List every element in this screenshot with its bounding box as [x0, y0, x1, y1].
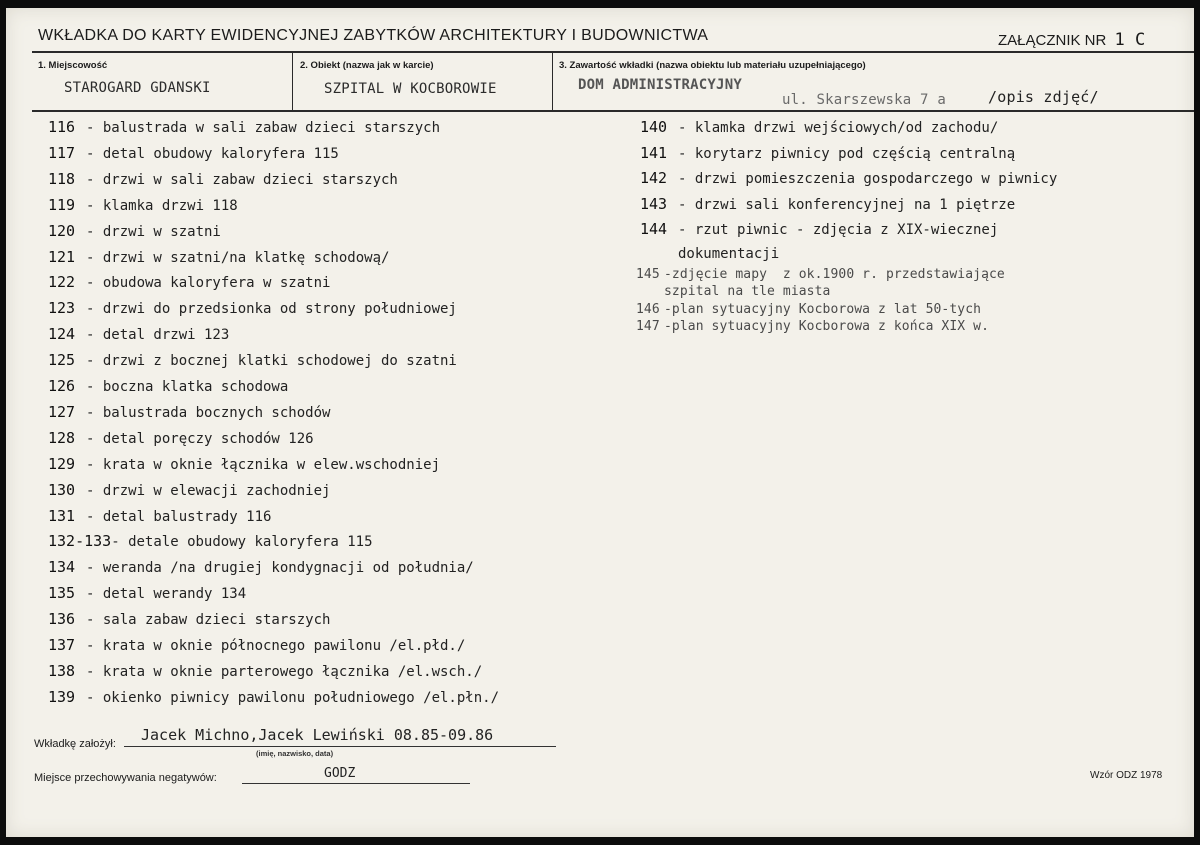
entry-row: [48, 170, 398, 188]
entry-row: [636, 267, 1005, 282]
entry-text: -plan sytuacyjny Kocborowa z lat 50-tych: [664, 301, 982, 317]
entry-text: - sala zabaw dzieci starszych: [86, 612, 331, 629]
object-label: 2. Obiekt (nazwa jak w karcie): [300, 60, 434, 71]
entry-text: - drzwi w szatni/na klatkę schodową/: [86, 249, 390, 266]
entry-text: - klamka drzwi wejściowych/od zachodu/: [678, 120, 999, 136]
entry-number: 131: [48, 506, 76, 525]
annex-label: ZAŁĄCZNIK NR: [998, 32, 1107, 49]
content-label: 3. Zawartość wkładki (nazwa obiektu lub materiału uzupełniającego): [559, 60, 866, 71]
entry-row: [48, 584, 246, 602]
entry-row: [48, 144, 339, 162]
entry-text: - weranda /na drugiej kondygnacji od południa/: [86, 560, 474, 577]
entry-row: [636, 319, 989, 334]
author-hint: (imię, nazwisko, data): [256, 749, 334, 758]
entry-number: 124: [48, 325, 76, 344]
entry-text: - klamka drzwi 118: [86, 197, 238, 214]
entry-row: [48, 118, 440, 136]
entry-number: 137: [48, 636, 76, 654]
entry-number: 129: [48, 454, 76, 473]
entry-number: 132-133: [48, 532, 112, 551]
entry-number: 116: [48, 118, 76, 136]
entry-text: - detal werandy 134: [86, 586, 247, 603]
inventory-card: [6, 8, 1194, 837]
entry-row: [48, 377, 288, 395]
entry-text: - detal poręczy schodów 126: [86, 430, 314, 447]
entry-text: - detal balustrady 116: [86, 508, 272, 525]
annex-value: 1 C: [1114, 30, 1146, 50]
entry-text: -plan sytuacyjny Kocborowa z końca XIX w.: [664, 318, 989, 334]
entry-row: [636, 302, 981, 317]
entry-text: - krata w oknie północnego pawilonu /el.płd./: [86, 638, 466, 654]
content-address: ul. Skarszewska 7 a: [782, 92, 946, 108]
entry-number: 147: [636, 318, 660, 334]
pattern-label: Wzór ODZ 1978: [1090, 770, 1163, 781]
entry-row: [640, 144, 1015, 162]
entry-number: 145: [636, 267, 660, 282]
entry-text: - boczna klatka schodowa: [86, 379, 289, 395]
entry-text: -zdjęcie mapy z ok.1900 r. przedstawiające: [664, 267, 1005, 282]
entry-number: 119: [48, 195, 76, 214]
storage-label: Miejsce przechowywania negatywów:: [34, 772, 217, 784]
entry-row: [640, 220, 998, 238]
entry-number: 135: [48, 584, 76, 603]
author-value: Jacek Michno,Jacek Lewiński 08.85-09.86: [141, 726, 494, 744]
field-divider-1: [292, 52, 293, 110]
entry-number: 142: [640, 169, 668, 187]
entry-row: [48, 507, 271, 525]
entry-row: [48, 248, 389, 266]
entry-row: [48, 299, 457, 317]
entry-number: 136: [48, 610, 76, 629]
entry-text: - detale obudowy kaloryfera 115: [111, 534, 373, 551]
entry-text: - balustrada w sali zabaw dzieci starszych: [86, 120, 441, 136]
entry-row: [640, 118, 998, 136]
entry-row: [48, 610, 330, 628]
entry-number: 122: [48, 273, 76, 292]
author-line: [124, 746, 556, 747]
entry-row: [48, 273, 330, 291]
storage-value: GODZ: [324, 766, 356, 781]
entry-text: - rzut piwnic - zdjęcia z XIX-wiecznej: [678, 222, 999, 238]
entry-text: - okienko piwnicy pawilonu południowego /el.płn./: [86, 689, 500, 706]
entry-text: szpital na tle miasta: [664, 284, 831, 300]
entry-text: - obudowa kaloryfera w szatni: [86, 275, 331, 292]
entry-text: - drzwi z bocznej klatki schodowej do szatni: [86, 353, 457, 370]
entry-number: 126: [48, 377, 76, 395]
entry-number: 143: [640, 194, 668, 213]
entry-row: [48, 351, 457, 369]
place-value: STAROGARD GDANSKI: [64, 80, 211, 96]
entry-row: [48, 196, 238, 214]
entry-row: [48, 325, 229, 343]
storage-line: [242, 783, 470, 784]
entry-row: [48, 481, 330, 499]
entry-text: - korytarz piwnicy pod częścią centralną: [678, 145, 1016, 162]
entry-number: 134: [48, 558, 76, 577]
entry-row: [48, 455, 440, 473]
entry-number: 144: [640, 220, 668, 238]
entry-number: 118: [48, 169, 76, 188]
entry-text: - drzwi pomieszczenia gospodarczego w piwnicy: [678, 171, 1058, 187]
content-note: /opis zdjęć/: [988, 88, 1099, 106]
entry-number: 146: [636, 301, 660, 317]
entry-number: 130: [48, 480, 76, 499]
fields-rule: [32, 110, 1194, 112]
entry-text: - krata w oknie łącznika w elew.wschodniej: [86, 456, 441, 473]
entry-row: [640, 195, 1015, 213]
entry-row: [48, 429, 314, 447]
entry-row: [48, 403, 330, 421]
entry-number: 128: [48, 428, 76, 447]
entry-row: [48, 532, 373, 550]
entry-number: 138: [48, 661, 76, 680]
content-value: DOM ADMINISTRACYJNY: [578, 77, 742, 93]
entry-text: - drzwi do przedsionka od strony południowej: [86, 301, 457, 318]
entry-text: - drzwi w szatni: [86, 223, 221, 240]
entry-number: 120: [48, 221, 76, 240]
entry-text: - drzwi w sali zabaw dzieci starszych: [86, 171, 398, 188]
entry-row: [48, 662, 482, 680]
entry-number: 139: [48, 687, 76, 706]
entry-row: [48, 558, 474, 576]
entry-row: [48, 688, 499, 706]
entry-number: 125: [48, 351, 76, 370]
entry-number: 141: [640, 143, 668, 162]
card-title: WKŁADKA DO KARTY EWIDENCYJNEJ ZABYTKÓW ARCHITEKTURY I BUDOWNICTWA: [38, 27, 709, 44]
entry-number: 127: [48, 402, 76, 421]
entry-number: 123: [48, 299, 76, 318]
entry-text: - drzwi sali konferencyjnej na 1 piętrze: [678, 196, 1016, 213]
entry-row: [640, 246, 779, 262]
header-rule: [32, 51, 1194, 53]
entry-text: - balustrada bocznych schodów: [86, 404, 331, 421]
entry-text: dokumentacji: [678, 245, 780, 262]
entry-number: 140: [640, 118, 668, 136]
object-value: SZPITAL W KOCBOROWIE: [324, 81, 497, 97]
entry-row: [636, 284, 830, 299]
field-divider-2: [552, 52, 553, 110]
author-label: Wkładkę założył:: [34, 738, 116, 750]
entry-text: - drzwi w elewacji zachodniej: [86, 482, 331, 499]
annex-number: [998, 30, 1145, 50]
entry-row: [640, 169, 1057, 187]
entry-number: 117: [48, 143, 76, 162]
entry-text: - detal drzwi 123: [86, 327, 230, 344]
entry-number: 121: [48, 247, 76, 266]
place-label: 1. Miejscowość: [38, 60, 108, 71]
entry-text: - detal obudowy kaloryfera 115: [86, 145, 339, 162]
entry-text: - krata w oknie parterowego łącznika /el.wsch./: [86, 663, 483, 680]
entry-row: [48, 636, 465, 654]
entry-row: [48, 222, 221, 240]
